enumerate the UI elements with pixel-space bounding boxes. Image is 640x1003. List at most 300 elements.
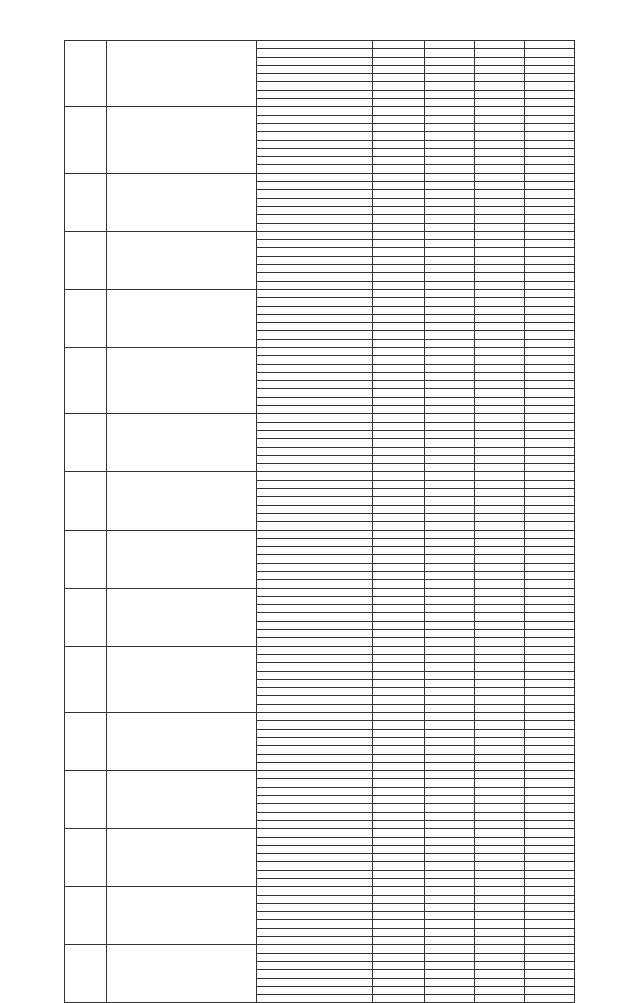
amount-cell <box>525 895 575 903</box>
amount-cell <box>373 696 425 704</box>
amount-cell <box>373 937 425 945</box>
amount-cell <box>425 165 475 173</box>
program-description-cell <box>107 945 257 1003</box>
amount-cell <box>425 497 475 505</box>
amount-cell <box>425 447 475 455</box>
program-code-cell <box>65 771 107 829</box>
amount-cell <box>475 265 525 273</box>
amount-cell <box>525 99 575 107</box>
amount-cell <box>475 563 525 571</box>
amount-cell <box>525 57 575 65</box>
program-code-cell <box>65 173 107 231</box>
amount-cell <box>475 547 525 555</box>
program-description-cell <box>107 713 257 771</box>
funding-source-cell <box>257 447 373 455</box>
amount-cell <box>525 148 575 156</box>
amount-cell <box>425 787 475 795</box>
amount-cell <box>425 41 475 49</box>
amount-cell <box>373 57 425 65</box>
amount-cell <box>475 455 525 463</box>
amount-cell <box>525 762 575 770</box>
amount-cell <box>425 671 475 679</box>
amount-cell <box>475 829 525 837</box>
amount-cell <box>425 215 475 223</box>
amount-cell <box>525 140 575 148</box>
amount-cell <box>425 140 475 148</box>
funding-source-cell <box>257 762 373 770</box>
amount-cell <box>373 928 425 936</box>
amount-cell <box>373 248 425 256</box>
amount-cell <box>475 746 525 754</box>
amount-cell <box>525 522 575 530</box>
table-row <box>65 588 575 596</box>
amount-cell <box>373 588 425 596</box>
amount-cell <box>425 422 475 430</box>
amount-cell <box>525 812 575 820</box>
amount-cell <box>373 854 425 862</box>
amount-cell <box>525 721 575 729</box>
funding-source-cell <box>257 555 373 563</box>
funding-source-cell <box>257 165 373 173</box>
program-description-cell <box>107 530 257 588</box>
funding-source-cell <box>257 41 373 49</box>
program-description-cell <box>107 347 257 413</box>
amount-cell <box>525 157 575 165</box>
funding-source-cell <box>257 364 373 372</box>
amount-cell <box>373 223 425 231</box>
amount-cell <box>475 621 525 629</box>
amount-cell <box>373 986 425 994</box>
amount-cell <box>525 41 575 49</box>
amount-cell <box>425 995 475 1003</box>
funding-source-cell <box>257 372 373 380</box>
amount-cell <box>373 845 425 853</box>
amount-cell <box>475 472 525 480</box>
program-description-cell <box>107 887 257 945</box>
funding-source-cell <box>257 464 373 472</box>
amount-cell <box>475 281 525 289</box>
amount-cell <box>373 829 425 837</box>
amount-cell <box>425 289 475 297</box>
amount-cell <box>475 397 525 405</box>
amount-cell <box>373 107 425 115</box>
amount-cell <box>373 679 425 687</box>
amount-cell <box>475 99 525 107</box>
amount-cell <box>475 895 525 903</box>
funding-source-cell <box>257 613 373 621</box>
amount-cell <box>525 837 575 845</box>
amount-cell <box>373 978 425 986</box>
funding-source-cell <box>257 281 373 289</box>
amount-cell <box>425 679 475 687</box>
amount-cell <box>475 107 525 115</box>
funding-source-cell <box>257 796 373 804</box>
amount-cell <box>475 937 525 945</box>
amount-cell <box>373 804 425 812</box>
amount-cell <box>475 372 525 380</box>
amount-cell <box>525 248 575 256</box>
funding-source-cell <box>257 746 373 754</box>
amount-cell <box>425 920 475 928</box>
amount-cell <box>425 314 475 322</box>
amount-cell <box>525 970 575 978</box>
funding-source-cell <box>257 572 373 580</box>
funding-source-cell <box>257 414 373 422</box>
amount-cell <box>373 572 425 580</box>
amount-cell <box>373 779 425 787</box>
amount-cell <box>525 937 575 945</box>
amount-cell <box>373 621 425 629</box>
funding-source-cell <box>257 198 373 206</box>
program-description-cell <box>107 588 257 646</box>
funding-source-cell <box>257 654 373 662</box>
amount-cell <box>475 771 525 779</box>
funding-source-cell <box>257 381 373 389</box>
table-row <box>65 41 575 49</box>
amount-cell <box>475 41 525 49</box>
amount-cell <box>373 538 425 546</box>
amount-cell <box>425 157 475 165</box>
amount-cell <box>525 713 575 721</box>
funding-source-cell <box>257 721 373 729</box>
program-description-cell <box>107 41 257 107</box>
amount-cell <box>373 596 425 604</box>
amount-cell <box>373 895 425 903</box>
amount-cell <box>425 248 475 256</box>
amount-cell <box>475 986 525 994</box>
amount-cell <box>425 489 475 497</box>
amount-cell <box>525 920 575 928</box>
amount-cell <box>525 298 575 306</box>
amount-cell <box>425 49 475 57</box>
amount-cell <box>373 820 425 828</box>
amount-cell <box>425 223 475 231</box>
amount-cell <box>525 854 575 862</box>
amount-cell <box>475 389 525 397</box>
funding-source-cell <box>257 713 373 721</box>
amount-cell <box>475 762 525 770</box>
amount-cell <box>373 480 425 488</box>
program-code-cell <box>65 713 107 771</box>
amount-cell <box>425 945 475 953</box>
funding-source-cell <box>257 688 373 696</box>
funding-source-cell <box>257 455 373 463</box>
amount-cell <box>373 970 425 978</box>
amount-cell <box>425 754 475 762</box>
funding-source-cell <box>257 314 373 322</box>
amount-cell <box>373 306 425 314</box>
amount-cell <box>475 57 525 65</box>
amount-cell <box>475 679 525 687</box>
amount-cell <box>475 870 525 878</box>
amount-cell <box>373 605 425 613</box>
amount-cell <box>425 414 475 422</box>
amount-cell <box>475 414 525 422</box>
funding-source-cell <box>257 596 373 604</box>
amount-cell <box>425 513 475 521</box>
amount-cell <box>425 182 475 190</box>
funding-source-cell <box>257 870 373 878</box>
amount-cell <box>425 406 475 414</box>
table-row <box>65 231 575 239</box>
funding-source-cell <box>257 547 373 555</box>
amount-cell <box>425 372 475 380</box>
amount-cell <box>373 746 425 754</box>
amount-cell <box>373 497 425 505</box>
amount-cell <box>525 995 575 1003</box>
amount-cell <box>373 406 425 414</box>
funding-source-cell <box>257 854 373 862</box>
amount-cell <box>475 704 525 712</box>
funding-source-cell <box>257 489 373 497</box>
amount-cell <box>525 953 575 961</box>
amount-cell <box>475 223 525 231</box>
amount-cell <box>525 804 575 812</box>
amount-cell <box>373 157 425 165</box>
amount-cell <box>425 605 475 613</box>
funding-source-cell <box>257 878 373 886</box>
funding-source-cell <box>257 347 373 355</box>
amount-cell <box>373 173 425 181</box>
amount-cell <box>525 688 575 696</box>
amount-cell <box>425 281 475 289</box>
amount-cell <box>373 389 425 397</box>
funding-source-cell <box>257 389 373 397</box>
amount-cell <box>525 414 575 422</box>
amount-cell <box>525 231 575 239</box>
amount-cell <box>525 986 575 994</box>
amount-cell <box>525 820 575 828</box>
amount-cell <box>475 878 525 886</box>
funding-source-cell <box>257 82 373 90</box>
amount-cell <box>373 74 425 82</box>
funding-source-cell <box>257 920 373 928</box>
budget-program-table <box>64 40 575 1003</box>
funding-source-cell <box>257 123 373 131</box>
funding-source-cell <box>257 505 373 513</box>
amount-cell <box>525 638 575 646</box>
amount-cell <box>425 298 475 306</box>
amount-cell <box>373 729 425 737</box>
table-row <box>65 887 575 895</box>
amount-cell <box>373 862 425 870</box>
amount-cell <box>525 555 575 563</box>
amount-cell <box>373 447 425 455</box>
amount-cell <box>373 364 425 372</box>
amount-cell <box>425 472 475 480</box>
funding-source-cell <box>257 588 373 596</box>
amount-cell <box>373 273 425 281</box>
funding-source-cell <box>257 422 373 430</box>
amount-cell <box>425 845 475 853</box>
funding-source-cell <box>257 406 373 414</box>
amount-cell <box>475 489 525 497</box>
amount-cell <box>525 945 575 953</box>
amount-cell <box>475 198 525 206</box>
amount-cell <box>425 555 475 563</box>
amount-cell <box>373 331 425 339</box>
amount-cell <box>373 563 425 571</box>
amount-cell <box>525 115 575 123</box>
table-row <box>65 414 575 422</box>
funding-source-cell <box>257 231 373 239</box>
program-description-cell <box>107 414 257 472</box>
amount-cell <box>425 90 475 98</box>
amount-cell <box>525 364 575 372</box>
amount-cell <box>475 215 525 223</box>
amount-cell <box>425 381 475 389</box>
program-code-cell <box>65 231 107 289</box>
amount-cell <box>425 829 475 837</box>
funding-source-cell <box>257 289 373 297</box>
amount-cell <box>373 953 425 961</box>
amount-cell <box>425 256 475 264</box>
program-code-cell <box>65 472 107 530</box>
amount-cell <box>475 596 525 604</box>
amount-cell <box>525 306 575 314</box>
amount-cell <box>373 704 425 712</box>
amount-cell <box>525 256 575 264</box>
amount-cell <box>425 323 475 331</box>
amount-cell <box>475 854 525 862</box>
amount-cell <box>373 289 425 297</box>
amount-cell <box>475 123 525 131</box>
amount-cell <box>373 762 425 770</box>
funding-source-cell <box>257 90 373 98</box>
funding-source-cell <box>257 912 373 920</box>
amount-cell <box>475 298 525 306</box>
amount-cell <box>373 123 425 131</box>
amount-cell <box>425 356 475 364</box>
amount-cell <box>425 696 475 704</box>
amount-cell <box>475 754 525 762</box>
amount-cell <box>373 323 425 331</box>
amount-cell <box>475 140 525 148</box>
amount-cell <box>525 240 575 248</box>
amount-cell <box>425 339 475 347</box>
amount-cell <box>525 389 575 397</box>
amount-cell <box>475 978 525 986</box>
amount-cell <box>373 713 425 721</box>
amount-cell <box>425 563 475 571</box>
amount-cell <box>475 165 525 173</box>
amount-cell <box>525 281 575 289</box>
amount-cell <box>475 580 525 588</box>
funding-source-cell <box>257 961 373 969</box>
funding-source-cell <box>257 215 373 223</box>
amount-cell <box>475 920 525 928</box>
amount-cell <box>525 596 575 604</box>
amount-cell <box>475 887 525 895</box>
amount-cell <box>425 123 475 131</box>
amount-cell <box>525 621 575 629</box>
amount-cell <box>425 206 475 214</box>
amount-cell <box>525 90 575 98</box>
funding-source-cell <box>257 190 373 198</box>
program-code-cell <box>65 414 107 472</box>
funding-source-cell <box>257 148 373 156</box>
amount-cell <box>475 912 525 920</box>
amount-cell <box>525 215 575 223</box>
amount-cell <box>525 729 575 737</box>
amount-cell <box>475 555 525 563</box>
amount-cell <box>373 489 425 497</box>
amount-cell <box>475 323 525 331</box>
amount-cell <box>425 688 475 696</box>
funding-source-cell <box>257 273 373 281</box>
amount-cell <box>425 273 475 281</box>
amount-cell <box>525 613 575 621</box>
amount-cell <box>475 713 525 721</box>
amount-cell <box>425 663 475 671</box>
funding-source-cell <box>257 646 373 654</box>
funding-source-cell <box>257 787 373 795</box>
amount-cell <box>475 447 525 455</box>
amount-cell <box>525 439 575 447</box>
amount-cell <box>475 74 525 82</box>
amount-cell <box>525 978 575 986</box>
amount-cell <box>373 737 425 745</box>
funding-source-cell <box>257 845 373 853</box>
amount-cell <box>475 605 525 613</box>
amount-cell <box>525 480 575 488</box>
amount-cell <box>525 771 575 779</box>
amount-cell <box>525 530 575 538</box>
amount-cell <box>525 347 575 355</box>
amount-cell <box>373 49 425 57</box>
amount-cell <box>373 522 425 530</box>
amount-cell <box>525 746 575 754</box>
amount-cell <box>525 455 575 463</box>
amount-cell <box>475 671 525 679</box>
amount-cell <box>475 513 525 521</box>
amount-cell <box>373 920 425 928</box>
funding-source-cell <box>257 57 373 65</box>
amount-cell <box>425 704 475 712</box>
amount-cell <box>373 580 425 588</box>
amount-cell <box>525 165 575 173</box>
amount-cell <box>525 538 575 546</box>
program-code-cell <box>65 829 107 887</box>
amount-cell <box>373 206 425 214</box>
funding-source-cell <box>257 397 373 405</box>
amount-cell <box>425 970 475 978</box>
amount-cell <box>525 878 575 886</box>
amount-cell <box>373 397 425 405</box>
program-code-cell <box>65 646 107 712</box>
program-code-cell <box>65 41 107 107</box>
amount-cell <box>525 74 575 82</box>
amount-cell <box>525 696 575 704</box>
amount-cell <box>525 870 575 878</box>
funding-source-cell <box>257 779 373 787</box>
amount-cell <box>475 737 525 745</box>
funding-source-cell <box>257 563 373 571</box>
program-description-cell <box>107 472 257 530</box>
amount-cell <box>525 397 575 405</box>
amount-cell <box>425 912 475 920</box>
funding-source-cell <box>257 248 373 256</box>
table-row <box>65 472 575 480</box>
funding-source-cell <box>257 812 373 820</box>
amount-cell <box>475 182 525 190</box>
amount-cell <box>373 472 425 480</box>
amount-cell <box>475 430 525 438</box>
amount-cell <box>425 530 475 538</box>
amount-cell <box>373 505 425 513</box>
amount-cell <box>425 115 475 123</box>
amount-cell <box>425 721 475 729</box>
